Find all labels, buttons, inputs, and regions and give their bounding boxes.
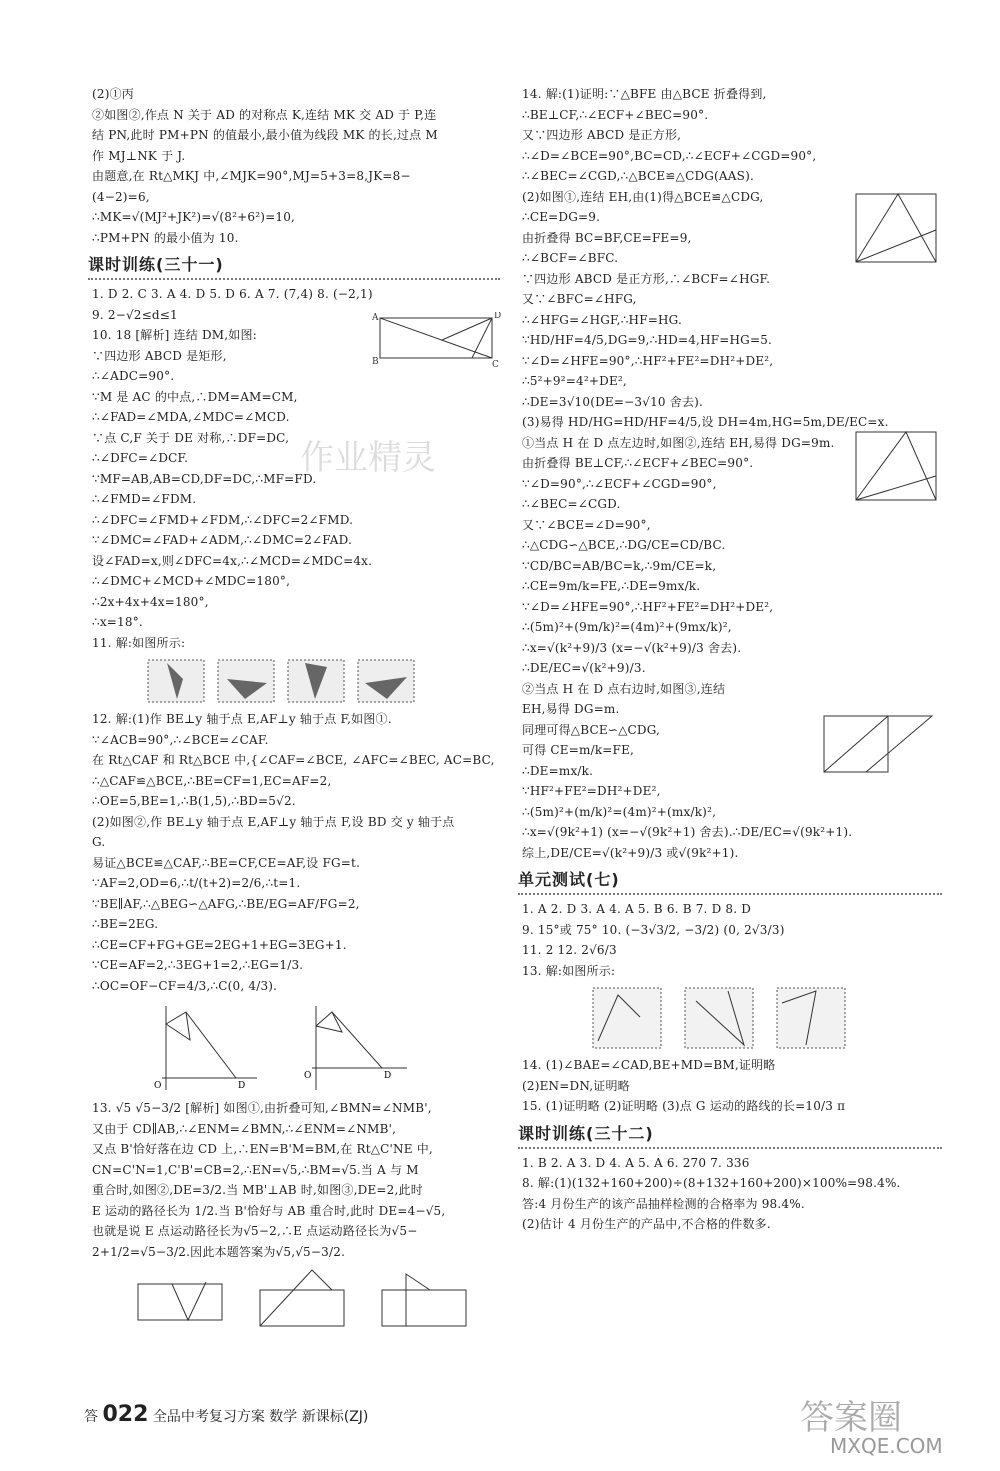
- text-line: 同理可得△BCE∽△CDG,: [522, 722, 661, 737]
- text-line: ∴x=√(k²+9)/3 (x=−√(k²+9)/3 舍去).: [522, 640, 742, 655]
- text-line: ∴DE=3√10(DE=−3√10 舍去).: [522, 394, 704, 409]
- text-line: ∵HD/HF=4/5,DG=9,∴HD=4,HF=HG=5.: [522, 333, 773, 347]
- prev-answer-block: [92, 84, 500, 248]
- text-line: 13. 解:如图所示:: [522, 963, 616, 978]
- text-line: ∴∠DFC=∠DCF.: [92, 451, 189, 465]
- text-line: ∵HF²+FE²=DH²+DE²,: [522, 784, 661, 798]
- text-line: E 运动的路径长为 1/2.当 B'恰好与 AB 重合时,此时 DE=4−√5,: [92, 1203, 446, 1218]
- text-line: (2)估计 4 月份生产的产品中,不合格的件数多.: [522, 1217, 771, 1231]
- svg-text:D: D: [238, 1081, 246, 1091]
- text-line: 12. 解:(1)作 BE⊥y 轴于点 E,AF⊥y 轴于点 F,如图①.: [92, 712, 392, 726]
- text-line: ∴CE=CF+FG+GE=2EG+1+EG=3EG+1.: [92, 937, 347, 952]
- watermark: 答案圈: [800, 1398, 902, 1438]
- footer-label: 答: [84, 1409, 98, 1425]
- text-line: ∵∠D=∠HFE=90°,∴HF²+FE²=DH²+DE²,: [522, 353, 774, 368]
- text-line: ∴(5m)²+(9m/k)²=(4m)²+(9mx/k)²,: [522, 620, 732, 634]
- text-line: ∴∠FAD=∠MDA,∠MDC=∠MCD.: [92, 410, 290, 424]
- svg-text:D: D: [494, 312, 502, 321]
- text-line: 2+1/2=√5−3/2.因此本题答案为√5,√5−3/2.: [92, 1244, 346, 1259]
- text-line: G.: [92, 835, 106, 849]
- text-line: 11. 解:如图所示:: [92, 635, 186, 650]
- text-line: ∵BE∥AF,∴△BEG∽△AFG,∴BE/EG=AF/FG=2,: [92, 896, 360, 911]
- answer-block: [92, 709, 500, 996]
- text-line: ∴2x+4x+4x=180°,: [92, 594, 209, 609]
- text-line: 由折叠得 BC=BF,CE=FE=9,: [522, 230, 692, 245]
- section-heading: 课时训练(三十二): [518, 1121, 942, 1149]
- page-footer: [84, 1402, 368, 1427]
- text-line: ∴OE=5,BE=1,∴B(1,5),∴BD=5√2.: [92, 794, 296, 808]
- figure-q10: [372, 312, 502, 367]
- text-line: EH,易得 DG=m.: [522, 702, 620, 716]
- text-line: 14. (1)∠BAE=∠CAD,BE+MD=BM,证明略: [522, 1058, 776, 1072]
- figure-row-q11: [147, 659, 500, 703]
- text-line: 又由于 CD∥AB,∴∠ENM=∠BMN,∴∠ENM=∠NMB',: [92, 1121, 397, 1136]
- text-line: ∵四边形 ABCD 是矩形,: [92, 348, 227, 363]
- text-line: 易证△BCE≌△CAF,∴BE=CF,CE=AF,设 FG=t.: [92, 855, 361, 870]
- text-line: ∵AF=2,OD=6,∴t/(t+2)=2/6,∴t=1.: [92, 876, 301, 890]
- text-line: 在 Rt△CAF 和 Rt△BCE 中,{∠CAF=∠BCE, ∠AFC=∠BEC, AC=BC,: [92, 753, 495, 767]
- section-heading: 单元测试(七): [518, 867, 942, 895]
- text-line: ∴DE/EC=√(k²+9)/3.: [522, 661, 646, 675]
- text-line: ∴(5m)²+(m/k)²=(4m)²+(mx/k)²,: [522, 804, 717, 819]
- text-line: ∵∠D=∠HFE=90°,∴HF²+FE²=DH²+DE²,: [522, 599, 774, 614]
- text-line: ∴∠BEC=∠CGD.: [522, 497, 621, 511]
- text-line: ∵四边形 ABCD 是正方形,∴∠BCF=∠HGF.: [522, 271, 771, 286]
- text-line: ∵CE=AF=2,∴3EG+1=2,∴EG=1/3.: [92, 958, 304, 972]
- book-title: 全品中考复习方案: [152, 1409, 265, 1425]
- svg-text:O: O: [154, 1081, 162, 1091]
- text-line: ∴∠BCF=∠BFC.: [522, 251, 619, 265]
- text-line: ∴BE⊥CF,∴∠ECF+∠BEC=90°.: [522, 107, 709, 122]
- answer-block: [522, 899, 942, 981]
- text-line: 11. 2 12. 2√6/3: [522, 943, 617, 957]
- text-line: 答:4 月份生产的该产品抽样检测的合格率为 98.4%.: [522, 1196, 805, 1211]
- answer-block: [92, 1098, 500, 1262]
- text-line: ∵M 是 AC 的中点,∴DM=AM=CM,: [92, 389, 298, 404]
- watermark: MXQE.COM: [830, 1434, 943, 1458]
- text-line: 由折叠得 BE⊥CF,∴∠ECF+∠BEC=90°.: [522, 456, 754, 470]
- text-line: 又∵∠BCE=∠D=90°,: [522, 517, 651, 532]
- text-line: ∴BE=2EG.: [92, 917, 159, 931]
- text-line: 重合时,如图②,DE=3/2.当 MB'⊥AB 时,如图③,DE=2,此时: [92, 1183, 423, 1197]
- text-line: 也就是说 E 点运动路径长为√5−2,∴E 点运动路径长为√5−: [92, 1224, 418, 1238]
- text-line: 1. B 2. A 3. D 4. A 5. A 6. 270 7. 336: [522, 1155, 750, 1170]
- text-line: 15. (1)证明略 (2)证明略 (3)点 G 运动的路线的长=10/3 π: [522, 1099, 846, 1113]
- text-line: 由题意,在 Rt△MKJ 中,∠MJK=90°,MJ=5+3=8,JK=8−: [92, 169, 411, 183]
- text-line: (2)①丙: [92, 87, 134, 101]
- text-line: 又点 B'恰好落在边 CD 上,∴EN=B'M=BM,在 Rt△C'NE 中,: [92, 1142, 433, 1156]
- text-line: ∴∠D=∠BCE=90°,BC=CD,∴∠ECF+∠CGD=90°,: [522, 148, 817, 163]
- text-line: ∴x=18°.: [92, 615, 143, 629]
- text-line: 综上,DE/CE=√(k²+9)/3 或√(9k²+1).: [522, 845, 739, 860]
- watermark: 作业精灵: [300, 438, 436, 478]
- text-line: ∴∠FMD=∠FDM.: [92, 492, 197, 506]
- text-line: 又∵∠BFC=∠HFG,: [522, 292, 637, 306]
- text-line: ∵∠ACB=90°,∴∠BCE=∠CAF.: [92, 732, 269, 747]
- text-line: 10. 18 [解析] 连结 DM,如图:: [92, 328, 257, 342]
- text-line: ∴∠DMC+∠MCD+∠MDC=180°,: [92, 574, 291, 588]
- text-line: 结 PN,此时 PM+PN 的值最小,最小值为线段 MK 的长,过点 M: [92, 128, 438, 142]
- page-number: 022: [102, 1402, 149, 1427]
- left-column: [88, 84, 502, 1344]
- answer-block: [522, 1153, 942, 1235]
- text-line: ∴∠BEC=∠CGD,∴△BCE≌△CDG(AAS).: [522, 169, 754, 183]
- text-line: ∴5²+9²=4²+DE²,: [522, 374, 627, 388]
- text-line: ②当点 H 在 D 点右边时,如图③,连结: [522, 681, 726, 696]
- text-line: (4−2)=6,: [92, 189, 150, 204]
- svg-text:C: C: [492, 360, 499, 367]
- text-line: 9. 2−√2≤d≤1: [92, 307, 178, 322]
- text-line: 1. A 2. D 3. A 4. A 5. B 6. B 7. D 8. D: [522, 902, 752, 916]
- text-line: ∴PM+PN 的最小值为 10.: [92, 230, 239, 245]
- figure-q14-3: [818, 708, 938, 778]
- text-line: ∴△CDG∽△BCE,∴DG/CE=CD/BC.: [522, 538, 726, 552]
- figure-row-unit13: [592, 987, 942, 1049]
- text-line: 设∠FAD=x,则∠DFC=4x,∴∠MCD=∠MDC=4x.: [92, 553, 373, 568]
- text-line: ∵MF=AB,AB=CD,DF=DC,∴MF=FD.: [92, 471, 317, 486]
- text-line: 8. 解:(1)(132+160+200)÷(8+132+160+200)×100%=98.4%.: [522, 1176, 901, 1190]
- figure-q14-2: [850, 428, 940, 508]
- text-line: ∴MK=√(MJ²+JK²)=√(8²+6²)=10,: [92, 210, 296, 224]
- figure-row-q12: [152, 1002, 500, 1092]
- subject: 数学: [269, 1409, 298, 1425]
- text-line: ∵点 C,F 关于 DE 对称,∴DF=DC,: [92, 430, 290, 445]
- text-line: (2)如图②,作 BE⊥y 轴于点 E,AF⊥y 轴于点 F,设 BD 交 y 轴于点: [92, 814, 455, 829]
- svg-text:D: D: [384, 1071, 392, 1081]
- text-line: ∵CD/BC=AB/BC=k,∴9m/CE=k,: [522, 558, 717, 573]
- text-line: ∴CE=DG=9.: [522, 210, 601, 224]
- text-line: ∴DE=mx/k.: [522, 763, 594, 778]
- text-line: CN=C'N=1,C'B'=CB=2,∴EN=√5,∴BM=√5.当 A 与 M: [92, 1162, 419, 1177]
- svg-text:O: O: [304, 1071, 312, 1081]
- text-line: ∴∠ADC=90°.: [92, 369, 175, 383]
- answer-block: [522, 1055, 942, 1117]
- edition: 新课标(ZJ): [301, 1409, 369, 1425]
- text-line: (2)如图①,连结 EH,由(1)得△BCE≌△CDG,: [522, 189, 764, 204]
- text-line: (2)EN=DN,证明略: [522, 1078, 630, 1093]
- text-line: ②如图②,作点 N 关于 AD 的对称点 K,连结 MK 交 AD 于 P,连: [92, 107, 437, 122]
- text-line: 9. 15°或 75° 10. (−3√3/2, −3/2) (0, 2√3/3): [522, 922, 785, 937]
- text-line: 作 MJ⊥NK 于 J.: [92, 148, 186, 163]
- text-line: 14. 解:(1)证明:∵△BFE 由△BCE 折叠得到,: [522, 87, 767, 101]
- text-line: ∴x=√(9k²+1) (x=−√(9k²+1) 舍去).∴DE/EC=√(9k²+1).: [522, 825, 853, 839]
- svg-text:A: A: [372, 313, 379, 323]
- text-line: 1. D 2. C 3. A 4. D 5. D 6. A 7. (7,4) 8. (−2,1): [92, 287, 373, 301]
- text-line: ∵∠DMC=∠FAD+∠ADM,∴∠DMC=2∠FAD.: [92, 533, 353, 547]
- text-line: ∴CE=9m/k=FE,∴DE=9mx/k.: [522, 579, 701, 593]
- text-line: ①当点 H 在 D 点左边时,如图②,连结 EH,易得 DG=9m.: [522, 435, 835, 450]
- text-line: 可得 CE=m/k=FE,: [522, 743, 635, 757]
- figure-row-q13: [132, 1268, 500, 1338]
- text-line: ∴OC=OF−CF=4/3,∴C(0, 4/3).: [92, 978, 278, 993]
- section-heading: 课时训练(三十一): [88, 252, 500, 280]
- figure-q14-1: [850, 190, 940, 270]
- text-line: ∴∠HFG=∠HGF,∴HF=HG.: [522, 312, 683, 327]
- text-line: ∴△CAF≌△BCE,∴BE=CF=1,EC=AF=2,: [92, 773, 332, 788]
- text-line: ∵∠D=90°,∴∠ECF+∠CGD=90°,: [522, 476, 717, 491]
- text-line: 又∵四边形 ABCD 是正方形,: [522, 128, 682, 142]
- text-line: 13. √5 √5−3/2 [解析] 如图①,由折叠可知,∠BMN=∠NMB',: [92, 1101, 432, 1115]
- text-line: ∴∠DFC=∠FMD+∠FDM,∴∠DFC=2∠FMD.: [92, 512, 354, 527]
- svg-text:B: B: [372, 357, 379, 367]
- text-line: (3)易得 HD/HG=HD/HF=4/5,设 DH=4m,HG=5m,DE/EC=x.: [522, 415, 889, 429]
